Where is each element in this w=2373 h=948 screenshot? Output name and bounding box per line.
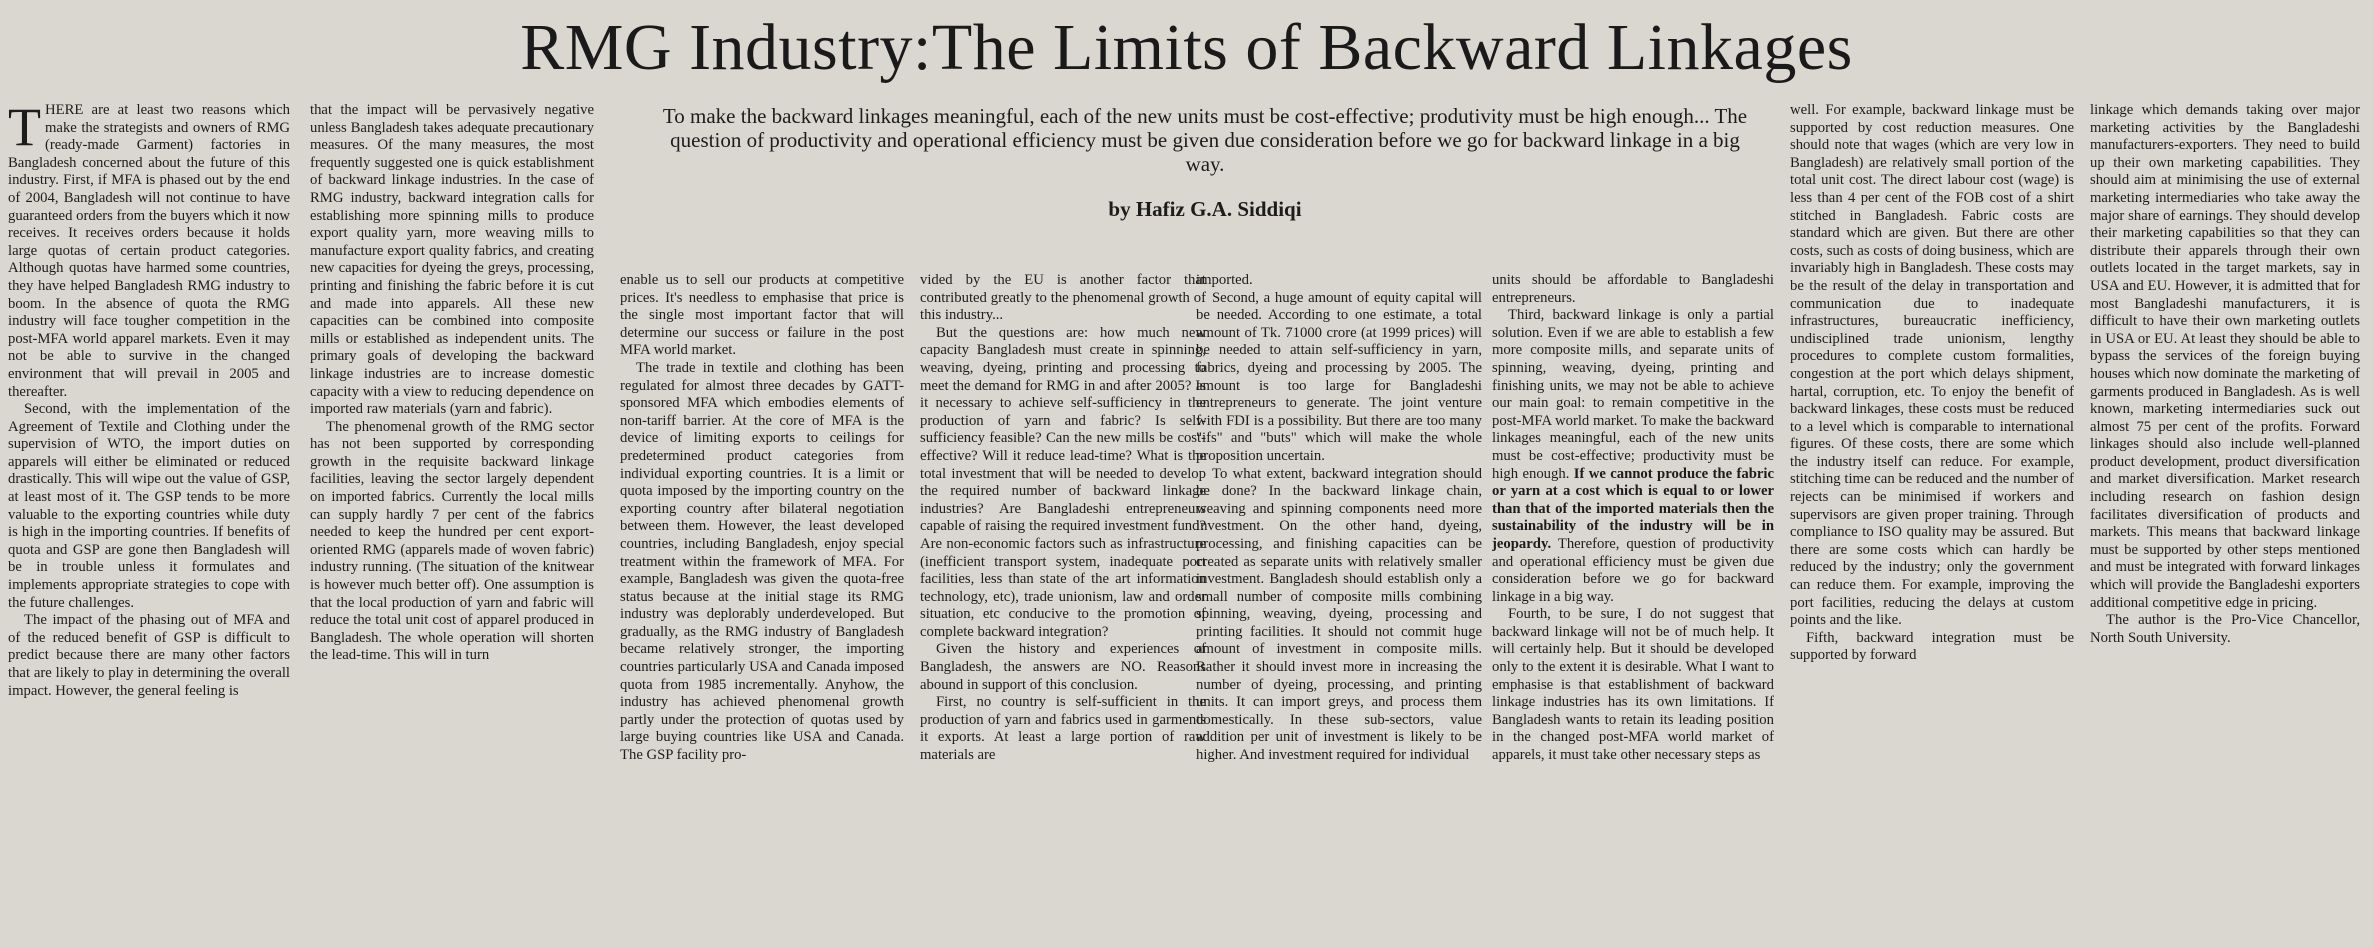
article-deck: To make the backward linkages meaningful, each of the new units must be cost-effective; produtivity must be high enough... The question of productivity and operational efficiency must be given due consideration before we go for backward linkage in a big way.: [662, 104, 1748, 176]
column-2: [310, 102, 594, 938]
paragraph: imported.: [1196, 272, 1253, 288]
paragraph: But the questions are: how much new capacity Bangladesh must create in spinning, weaving, dyeing, printing and processing to meet the demand for RMG in and after 2005? Is it necessary to achieve self-sufficiency in the production of yarn and fabric? Is self-sufficiency feasible? Can the new mills be cost-effective? Will it reduce lead-time? What is the total investment that will be needed to develop the required number of backward linkage industries? Are Bangladeshi entrepreneurs capable of raising the required investment fund? Are non-economic factors such as infrastructure (inefficient transport system, inadequate port facilities, less than state of the art information technology, etc), trade unionism, law and order situation, etc conducive to the promotion of complete backward integration?: [920, 324, 1206, 640]
paragraph: linkage which demands taking over major marketing activities by the Bangladeshi manufacturers-exporters. They need to build up their own marketing capabilities. They should aim at minimising the use of external marketing intermediaries who take away the major share of earnings. They should develop their marketing capabilities so that they can distribute their apparels through their own outlets located in the target markets, say in USA and EU. However, it is admitted that for most Bangladeshi manufacturers, it is difficult to have their own marketing outlets in USA or EU. At least they should be able to bypass the services of the foreign buying houses which now dominate the marketing of garments produced in Bangladesh. As is well known, marketing intermediaries suck out almost 75 per cent of the profits. Forward linkages should also include well-planned product development, product diversification and market diversification. Market research including research on fashion design facilitates diversification of products and markets. This means that backward linkage must be supported by other steps mentioned and must be integrated with forward linkages which will provide the Bangladeshi exporters additional competitive edge in pricing.: [2090, 102, 2360, 611]
paragraph: [1492, 307, 1774, 606]
author-note: The author is the Pro-Vice Chancellor, North South University.: [2090, 612, 2360, 646]
paragraph: Second, a huge amount of equity capital will be needed. According to one estimate, a total amount of Tk. 71000 crore (at 1999 prices) will be needed to attain self-sufficiency in yarn, fabrics, dyeing and processing by 2005. The amount is too large for Bangladeshi entrepreneurs to generate. The joint venture with FDI is a possibility. But there are too many "ifs" and "buts" which will make the whole proposition uncertain.: [1196, 289, 1482, 464]
paragraph: Fourth, to be sure, I do not suggest that backward linkage will not be of much help. It will certainly help. But it should be developed only to the extent it is desirable. What I want to emphasise is that establishment of backward linkage industries has its own limitations. If Bangladesh wants to retain its leading position in the changed post-MFA world market of apparels, it must take other necessary steps as: [1492, 606, 1774, 764]
paragraph: Second, with the implementation of the Agreement of Textile and Clothing under the supervision of WTO, the import duties on apparels will either be eliminated or reduced drastically. This will wipe out the value of GSP, at least most of it. The GSP tends to be more valuable to the exporting countries while duty is high in the importing countries. If benefits of quota and GSP are gone then Bangladesh will be in trouble unless it formulates and implements appropriate strategies to cope with the future challenges.: [8, 401, 290, 611]
column-5: [1196, 272, 1482, 940]
paragraph-text: HERE are at least two reasons which make the strategists and owners of RMG (ready-made Garment) factories in Bangladesh concerned about the future of this industry. First, if MFA is phased out by the end of 2004, Bangladesh will not continue to have guaranteed orders from the buyers which it now receives. It receives orders because it holds large quotas of certain product categories. Although quotas have harmed some countries, they have helped Bangladesh RMG industry to boom. In the absence of quota the RMG industry will face tougher competition in the post-MFA world apparel markets. Even it may not be able to survive in the changed environment that will prevail in 2005 and thereafter.: [8, 102, 290, 400]
column-8: [2090, 102, 2360, 938]
article-byline: by Hafiz G.A. Siddiqi: [1108, 197, 1302, 221]
paragraph: The trade in textile and clothing has been regulated for almost three decades by GATT-sponsored MFA which embodies elements of non-tariff barrier. At the core of MFA is the device of limiting exports to ceilings for predetermined product categories from individual exporting countries. It is a limit or quota imposed by the importing country on the exporting country after bilateral negotiation between them. However, the least developed countries, including Bangladesh, enjoy special treatment within the framework of MFA. For example, Bangladesh was given the quota-free status because at the initial stage its RMG industry was deplorably underdeveloped. But gradually, as the RMG industry of Bangladesh became relatively stronger, the importing countries particularly USA and Canada imposed quota from 1985 incrementally. Anyhow, the industry has achieved phenomenal growth partly under the protection of quotas used by large buying countries like USA and Canada. The GSP facility pro-: [620, 359, 904, 764]
column-1: [8, 102, 290, 938]
paragraph: [8, 102, 290, 401]
column-4: [920, 272, 1206, 940]
paragraph: units should be affordable to Bangladeshi entrepreneurs.: [1492, 272, 1774, 306]
paragraph-text: Therefore, question of productivity and operational efficiency must be given due consideration before we go for backward linkage in a big way.: [1492, 535, 1774, 605]
bold-emphasis: If we cannot produce the fabric or yarn at a cost which is equal to or lower than that of the imported materials then the sustainability of the industry will be in jeopardy.: [1492, 465, 1774, 552]
column-6: [1492, 272, 1774, 940]
paragraph: Fifth, backward integration must be supported by forward: [1790, 629, 2074, 664]
paragraph: First, no country is self-sufficient in the production of yarn and fabrics used in garments it exports. At least a large portion of raw materials are: [920, 694, 1206, 764]
column-3: [620, 272, 904, 940]
paragraph: Given the history and experiences of Bangladesh, the answers are NO. Reasons abound in support of this conclusion.: [920, 641, 1206, 693]
paragraph: that the impact will be pervasively negative unless Bangladesh takes adequate precautionary measures. Of the many measures, the most frequently suggested one is quick establishment of backward linkage industries. In the case of RMG industry, backward integration calls for establishing more spinning mills to produce export quality yarn, more weaving mills to manufacture export quality fabrics, and creating new capacities for dyeing the greys, processing, printing and finishing the fabric before it is cut and made into apparels. All these new capacities can be combined into composite mills or established as independent units. The primary goals of developing the backward linkage industries are to increase domestic capacity with a view to reducing dependence on imported raw materials (yarn and fabric).: [310, 102, 594, 418]
paragraph: The phenomenal growth of the RMG sector has not been supported by corresponding growth in the requisite backward linkage facilities, leaving the sector largely dependent on imported fabrics. Currently the local mills can supply hardly 7 per cent of the fabrics needed to keep the hundred per cent export-oriented RMG (apparels made of woven fabric) industry running. (The situation of the knitwear is however much better off). One assumption is that the local production of yarn and fabric will reduce the total unit cost of apparel produced in Bangladesh. The whole operation will shorten the lead-time. This will in turn: [310, 418, 594, 664]
paragraph: enable us to sell our products at competitive prices. It's needless to emphasise that price is the single most important factor that will determine our success or failure in the post MFA world market.: [620, 272, 904, 359]
drop-cap: T: [8, 102, 41, 157]
paragraph: To what extent, backward integration should be done? In the backward linkage chain, weaving and spinning components need more investment. On the other hand, dyeing, processing, and finishing capacities can be created as separate units with relatively smaller investment. Bangladesh should establish only a small number of composite mills combining spinning, weaving, dyeing, processing and printing facilities. It should not commit huge amount of investment in composite mills. Rather it should invest more in increasing the number of dyeing, processing, and printing units. It can import greys, and process them domestically. In these sub-sectors, value addition per unit of investment is likely to be higher. And investment required for individual: [1196, 465, 1482, 764]
column-7: [1790, 102, 2074, 938]
paragraph-text: Third, backward linkage is only a partial solution. Even if we are able to establish a few more composite mills, and separate units of spinning, weaving, dyeing, printing and finishing units, we may not be able to achieve our main goal: to remain competitive in the post-MFA world market. To make the backward linkages meaningful, each of the new units must be cost-effective; productivity must be high enough.: [1492, 307, 1774, 482]
paragraph: well. For example, backward linkage must be supported by cost reduction measures. One should note that wages (which are very low in Bangladesh) are relatively small portion of the total unit cost. The direct labour cost (wage) is less than 4 per cent of the FOB cost of a shirt stitched in Bangladesh. Fabric costs are standard which are given. But there are other costs, such as costs of doing business, which are invariably high in Bangladesh. These costs may be the result of the delay in transportation and communication due to inadequate infrastructures, bureaucratic inefficiency, undisciplined trade unionism, lengthy procedures to complete custom formalities, congestion at the port which delays shipment, hartal, corruption, etc. To enjoy the benefit of backward linkages, these costs must be reduced to a level which is comparable to international figures. Of these costs, there are some which the industry itself can reduce. For example, stitching time can be reduced and the number of rejects can be minimised if workers and supervisors are given proper training. Through compliance to ISO quality may be assured. But there are some costs which can hardly be reduced by the industry; only the government can reduce them. For example, improving the port facilities, reducing the delays at custom points and the like.: [1790, 102, 2074, 629]
paragraph: vided by the EU is another factor that contributed greatly to the phenomenal growth of this industry...: [920, 272, 1206, 324]
article-headline: RMG Industry:The Limits of Backward Linkages: [520, 11, 1853, 84]
paragraph: The impact of the phasing out of MFA and of the reduced benefit of GSP is difficult to predict because there are many other factors that are likely to play in determining the overall impact. However, the general feeling is: [8, 612, 290, 699]
